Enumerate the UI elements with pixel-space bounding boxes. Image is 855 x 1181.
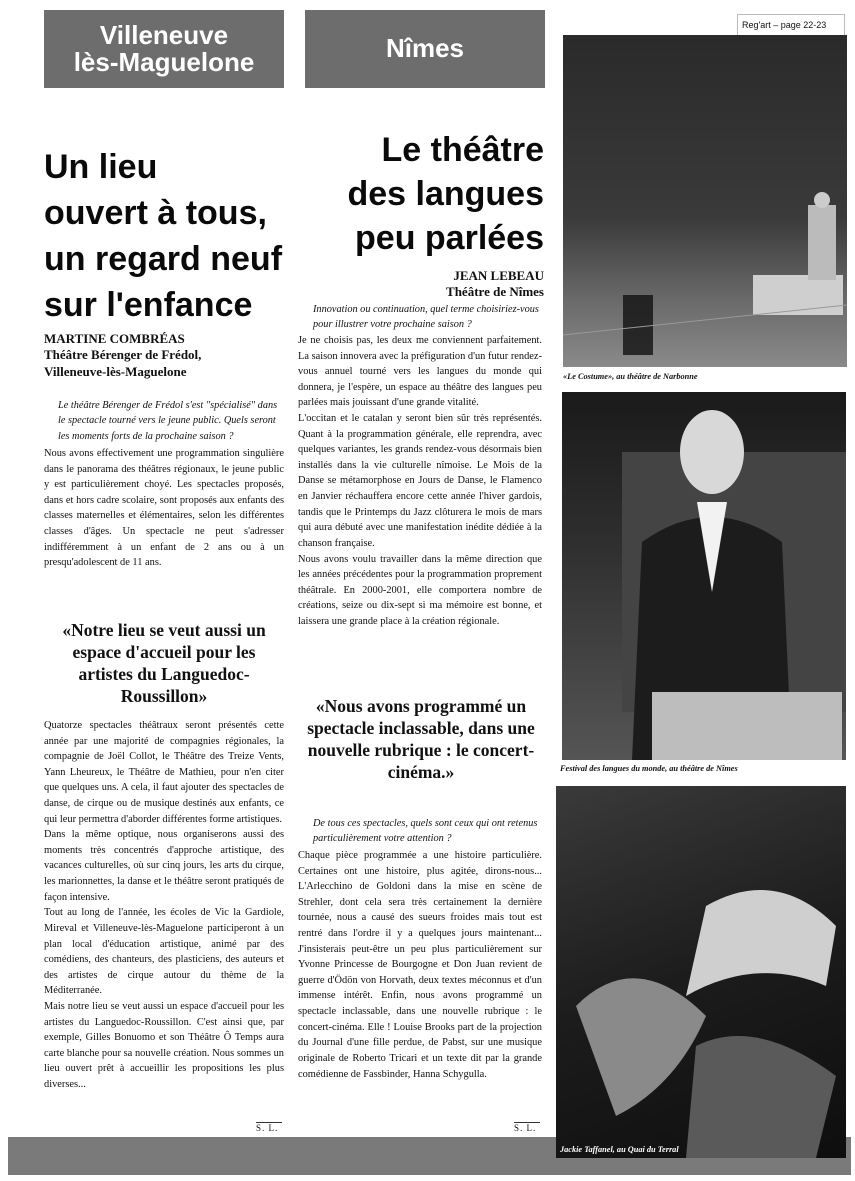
middle-paragraph-1: Je ne choisis pas, les deux me conviennent parfaitement. La saison innovera avec la préfiguration d'un futur rendez-vous annuel tourné vers les langues du monde qui donnera, je l'espère, un espace au théâtre des langues peu parlées mais jouissant d'une grande vitalité. bbox=[298, 335, 542, 409]
middle-body-top bbox=[298, 333, 542, 630]
middle-paragraph-2: L'occitan et le catalan y seront bien sûr très représentés. Quant à la programmation générale, elle reprendra, avec quelques variantes, les grands rendez-vous désormais bien installés dans la vie culturelle nîmoise. Le Mois de la Danse se métamorphose en Jours de Danse, le Flamenco en Janvier réchauffera encore cette année l'hiver gardois, tandis que le Printemps du Jazz clôturera le mois de mars qui aura débuté avec une manifestation inédite dédiée à la chanson française. bbox=[298, 413, 542, 549]
banner-villeneuve bbox=[44, 10, 284, 88]
reference-line-1: Reg'art – page 22-23 bbox=[742, 20, 827, 30]
caption-photo-3: Jackie Taffanel, au Quai du Terral bbox=[560, 1145, 679, 1154]
middle-body-bottom bbox=[298, 848, 542, 1082]
left-body-bottom bbox=[44, 718, 284, 1093]
middle-question-2: De tous ces spectacles, quels sont ceux qui ont retenus particulièrement votre attention ? bbox=[313, 818, 538, 845]
left-paragraph-1: Nous avons effectivement une programmation singulière dans le panorama des théâtres régionaux, le jeune public y est particulièrement choyé. Les spectacles proposés, dans et hors cadre scolaire, sont proposés aux enfants des classes maternelles et élémentaires, selon les différentes classes d'âges. Un spectacle ne peut s'adresser indifféremment à un enfant de 2 ans ou à un presqu'adolescent de 11 ans. bbox=[44, 448, 284, 569]
left-pullquote: «Notre lieu se veut aussi un espace d'accueil pour les artistes du Languedoc-Roussillon» bbox=[62, 620, 266, 706]
middle-pullquote: «Nous avons programmé un spectacle inclassable, dans une nouvelle rubrique : le concert-cinéma.» bbox=[307, 696, 535, 782]
middle-paragraph-3: Nous avons voulu travailler dans la même direction que les années précédentes pour la programmation proprement théâtrale. En 2000-2001, elle comportera nombre de créations, seize ou dix-sept si ma mémoire est bonne, et laissera une grande place à la création régionale. bbox=[298, 553, 542, 627]
banner-villeneuve-text: Villeneuve lès-Maguelone bbox=[73, 19, 255, 77]
actor-illustration bbox=[562, 392, 846, 760]
left-byline bbox=[44, 331, 294, 380]
left-affiliation-2: Villeneuve-lès-Maguelone bbox=[44, 363, 187, 379]
photo-le-costume bbox=[563, 35, 847, 367]
left-affiliation-1: Théâtre Bérenger de Frédol, bbox=[44, 347, 202, 363]
left-paragraph-5: Mais notre lieu se veut aussi un espace d'accueil pour les artistes du Languedoc-Roussillon. C'est ainsi que, par exemple, Gilles Bonuomo et son Théâtre Ô Temps aura carte blanche pour sa nouvelle création. Nous sommes un lieu ouvert prêt à accueillir les propositions les plus diverses... bbox=[44, 1000, 284, 1091]
left-paragraph-4: Tout au long de l'année, les écoles de Vic la Gardiole, Mireval et Villeneuve-lès-Maguelone participeront à un plan local d'éducation artistique, animé par des comédiens, des chanteurs, des plasticiens, des auteurs et des artistes de cirque autour du thème de la Méditerranée. bbox=[44, 907, 284, 997]
photo-festival-langues bbox=[562, 392, 846, 760]
middle-byline bbox=[300, 268, 544, 301]
caption-photo-2: Festival des langues du monde, au théâtre de Nîmes bbox=[560, 764, 738, 773]
middle-lede: Innovation ou continuation, quel terme choisiriez-vous pour illustrer votre prochaine saison ? bbox=[313, 304, 539, 331]
photo-jackie-taffanel bbox=[556, 786, 846, 1158]
left-initials: S. L. bbox=[256, 1122, 282, 1133]
middle-affiliation: Théâtre de Nîmes bbox=[446, 284, 544, 300]
left-paragraph-2: Quatorze spectacles théâtraux seront présentés cette année par une majorité de compagnies régionales, la compagnie de Joël Collot, le Théâtre des Treize Vents, Yann Lheureux, le Théâtre de Mathieu, pour n'en citer que quelques uns. A cela, il faut ajouter des spectacles de danse, de cirque ou de musique destinés aux enfants, ce qui leur permettra d'aborder différentes forme artistiques. bbox=[44, 720, 284, 825]
middle-author: JEAN LEBEAU bbox=[453, 268, 544, 283]
banner-nimes bbox=[305, 10, 545, 88]
left-article-title: Un lieu ouvert à tous, un regard neuf sur l'enfance bbox=[44, 148, 283, 324]
stage-scene-illustration bbox=[563, 35, 847, 367]
banner-nimes-text: Nîmes bbox=[385, 33, 465, 64]
middle-article-title: Le théâtre des langues peu parlées bbox=[347, 131, 544, 257]
left-body-top bbox=[44, 446, 284, 571]
middle-initials: S. L. bbox=[514, 1122, 540, 1133]
left-lede: Le théâtre Bérenger de Frédol s'est "spécialisé" dans le spectacle tourné vers le jeune public. Quels seront les moments forts de la prochaine saison ? bbox=[58, 400, 278, 442]
left-paragraph-3: Dans la même optique, nous organiserons aussi des moments très concentrés d'approche artistique, des vacances culturelles, où sur cinq jours, les arts du cirque, les marionnettes, la danse et le théâtre seront pratiqués de façon intensive. bbox=[44, 829, 284, 903]
caption-photo-1: «Le Costume», au théâtre de Narbonne bbox=[563, 372, 698, 381]
middle-paragraph-4: Chaque pièce programmée a une histoire particulière. Certaines ont une histoire, plus agitée, dirons-nous... L'Arlecchino de Goldoni dans la mise en scène de Strehler, dont cela sera très certainement la dernière tournée, nous a causé des sueurs froides mais tout est rentré dans l'ordre il y a quelques jours maintenant... J'insisterais peut-être un peu plus particulièrement sur Yvonne Princesse de Bourgogne et Don Juan revient de guerre d'Ödön von Horvath, deux textes méconnus et d'un immense intérêt. Enfin, nous avons programmé un spectacle inclassable, dans une nouvelle rubrique : le concert-cinéma. Elle ! Louise Brooks part de la projection du Journal d'une fille perdue, de Pabst, sur une musique originale de Roberto Tricari et un texte dit par la grande comédienne de Fassbinder, Hanna Schygulla. bbox=[298, 850, 542, 1080]
left-author: MARTINE COMBRÉAS bbox=[44, 331, 185, 346]
dancers-illustration bbox=[556, 786, 846, 1158]
